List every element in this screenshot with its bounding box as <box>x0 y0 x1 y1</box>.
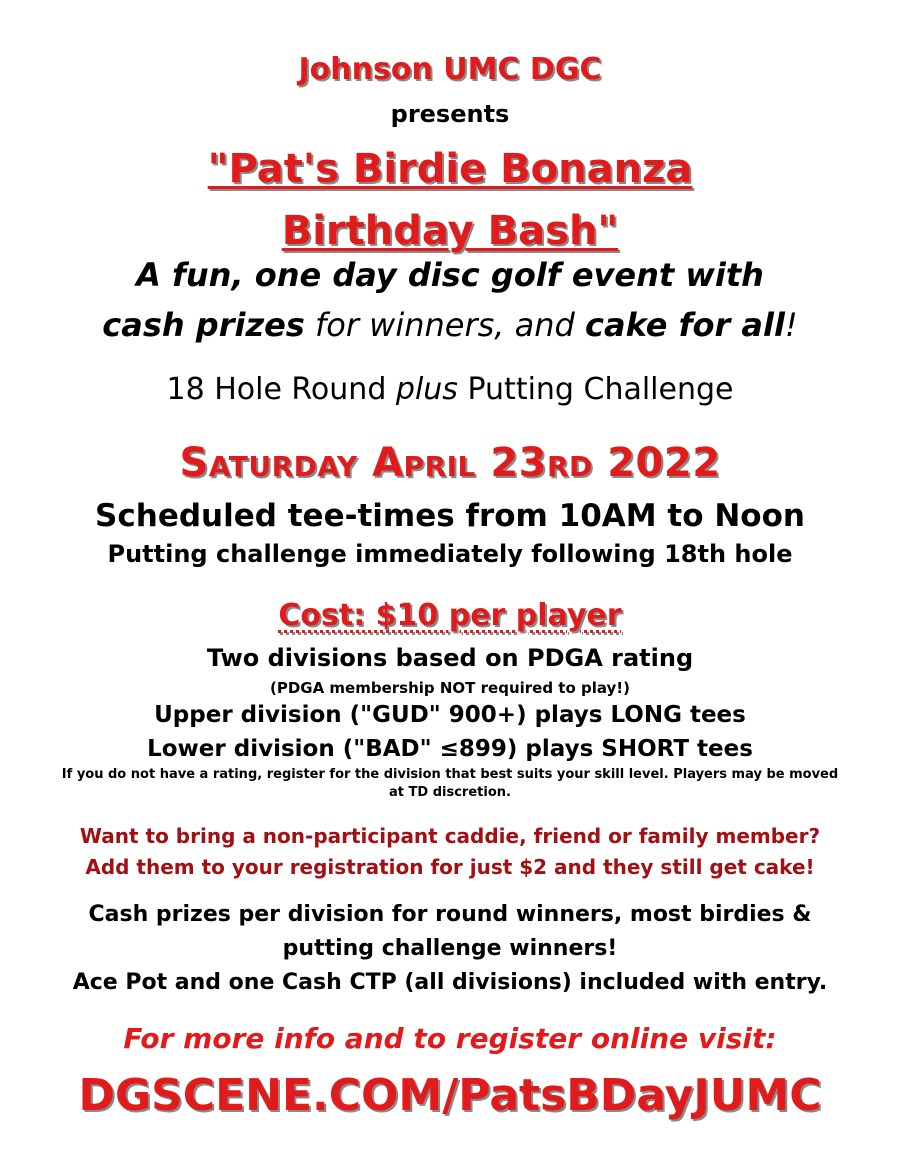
rating-note-text: If you do not have a rating, register for the division that best suits your skill level. Players may be moved at TD discretion. <box>61 767 839 800</box>
registration-url: DGSCENE.COM/PatsBDayJUMC <box>78 1070 822 1121</box>
format-pre-text: 18 Hole Round <box>166 372 396 407</box>
cost-label: Cost: $10 per player <box>278 598 622 633</box>
event-title-line-1: "Pat's Birdie Bonanza <box>207 146 693 192</box>
format-post-text: Putting Challenge <box>457 372 734 407</box>
event-format <box>0 372 900 407</box>
cash-prizes-emphasis: cash prizes <box>102 306 305 344</box>
prizes-line-2: putting challenge winners! <box>282 936 618 961</box>
format-emphasis: plus <box>395 372 458 407</box>
prizes-line-3: Ace Pot and one Cash CTP (all divisions) included with entry. <box>72 970 828 995</box>
organizer-name: Johnson UMC DGC <box>298 52 602 87</box>
divisions-intro: Two divisions based on PDGA rating <box>206 644 694 672</box>
rating-note <box>0 766 900 802</box>
caddie-line-2: Add them to your registration for just $2 and they still get cake! <box>85 855 815 879</box>
presents-text: presents <box>390 100 510 128</box>
tagline-mid-text: for winners, and <box>304 306 586 344</box>
membership-note: (PDGA membership NOT required to play!) <box>269 679 631 697</box>
event-date: Saturday April 23rd 2022 <box>179 440 721 486</box>
tagline-line-1: A fun, one day disc golf event with <box>136 256 764 294</box>
tagline-end-text: ! <box>784 306 798 344</box>
tee-times: Scheduled tee-times from 10AM to Noon <box>95 498 805 534</box>
lower-division: Lower division ("BAD" ≤899) plays SHORT tees <box>147 736 753 762</box>
event-title-line-2: Birthday Bash" <box>281 208 619 254</box>
tagline-line-2 <box>0 306 900 344</box>
register-info: For more info and to register online visit: <box>123 1022 777 1055</box>
caddie-line-1: Want to bring a non-participant caddie, friend or family member? <box>79 824 821 848</box>
putting-schedule: Putting challenge immediately following 18th hole <box>107 540 793 568</box>
upper-division: Upper division ("GUD" 900+) plays LONG tees <box>154 702 746 728</box>
cake-emphasis: cake for all <box>585 306 785 344</box>
prizes-line-1: Cash prizes per division for round winners, most birdies & <box>88 902 812 927</box>
